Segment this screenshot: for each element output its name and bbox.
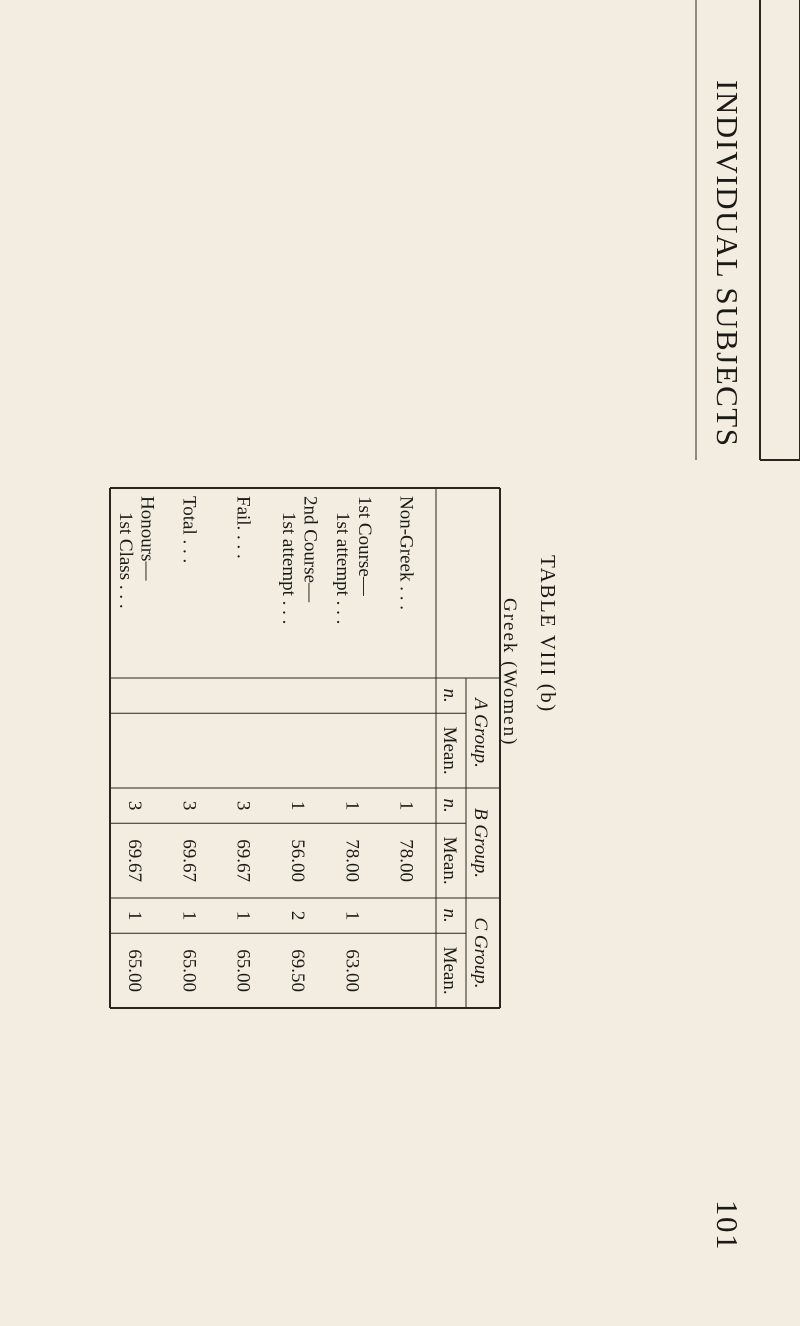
n-header: n.: [439, 908, 460, 923]
cell-n: 3: [178, 800, 200, 811]
cell-n: 1: [341, 910, 363, 921]
cell-n: 1: [178, 910, 200, 921]
cell-mean: 65.00: [124, 949, 146, 992]
cell-mean: 69.50: [287, 949, 309, 992]
row-label: Total . . .: [178, 496, 200, 564]
cell-mean: 69.67: [124, 839, 146, 882]
table-b-caption: TABLE VIII (b): [536, 555, 560, 713]
cell-n: 1: [395, 800, 417, 811]
mean-header: Mean.: [439, 946, 460, 995]
cell-n: 1: [341, 800, 363, 811]
cell-n: 1: [124, 910, 146, 921]
n-header: n.: [439, 688, 460, 703]
row-label: 1st attempt . . .: [277, 512, 299, 625]
row-label: 1st Course—: [353, 496, 375, 596]
cell-mean: 63.00: [341, 949, 363, 992]
table-b-subcaption: Greek (Women): [499, 598, 520, 747]
running-header-title: INDIVIDUAL SUBJECTS: [710, 80, 745, 448]
cell-n: 3: [232, 800, 254, 811]
group-header: C Group.: [470, 917, 491, 989]
row-label: 2nd Course—: [299, 496, 321, 603]
group-header: B Group.: [470, 807, 491, 879]
cell-n: 2: [287, 910, 309, 921]
row-label: Fail. . . .: [232, 496, 254, 559]
cell-n: 1: [232, 910, 254, 921]
mean-header: Mean.: [439, 836, 460, 885]
mean-header: Mean.: [439, 726, 460, 775]
cell-mean: 56.00: [287, 839, 309, 882]
cell-mean: 69.67: [178, 839, 200, 882]
cell-mean: 78.00: [341, 839, 363, 882]
cell-n: 3: [124, 800, 146, 811]
row-label: 1st Class . . .: [114, 512, 136, 609]
cell-mean: 78.00: [395, 839, 417, 882]
cell-mean: 65.00: [232, 949, 254, 992]
n-header: n.: [439, 798, 460, 813]
row-label: 1st attempt . . .: [332, 512, 354, 625]
row-label: Non-Greek . . .: [395, 496, 417, 610]
cell-mean: 69.67: [232, 839, 254, 882]
group-header: A Group.: [470, 698, 491, 768]
cell-n: 1: [287, 800, 309, 811]
page-number: 101: [710, 1200, 745, 1251]
cell-mean: 65.00: [178, 949, 200, 992]
row-label: Honours—: [136, 496, 158, 581]
